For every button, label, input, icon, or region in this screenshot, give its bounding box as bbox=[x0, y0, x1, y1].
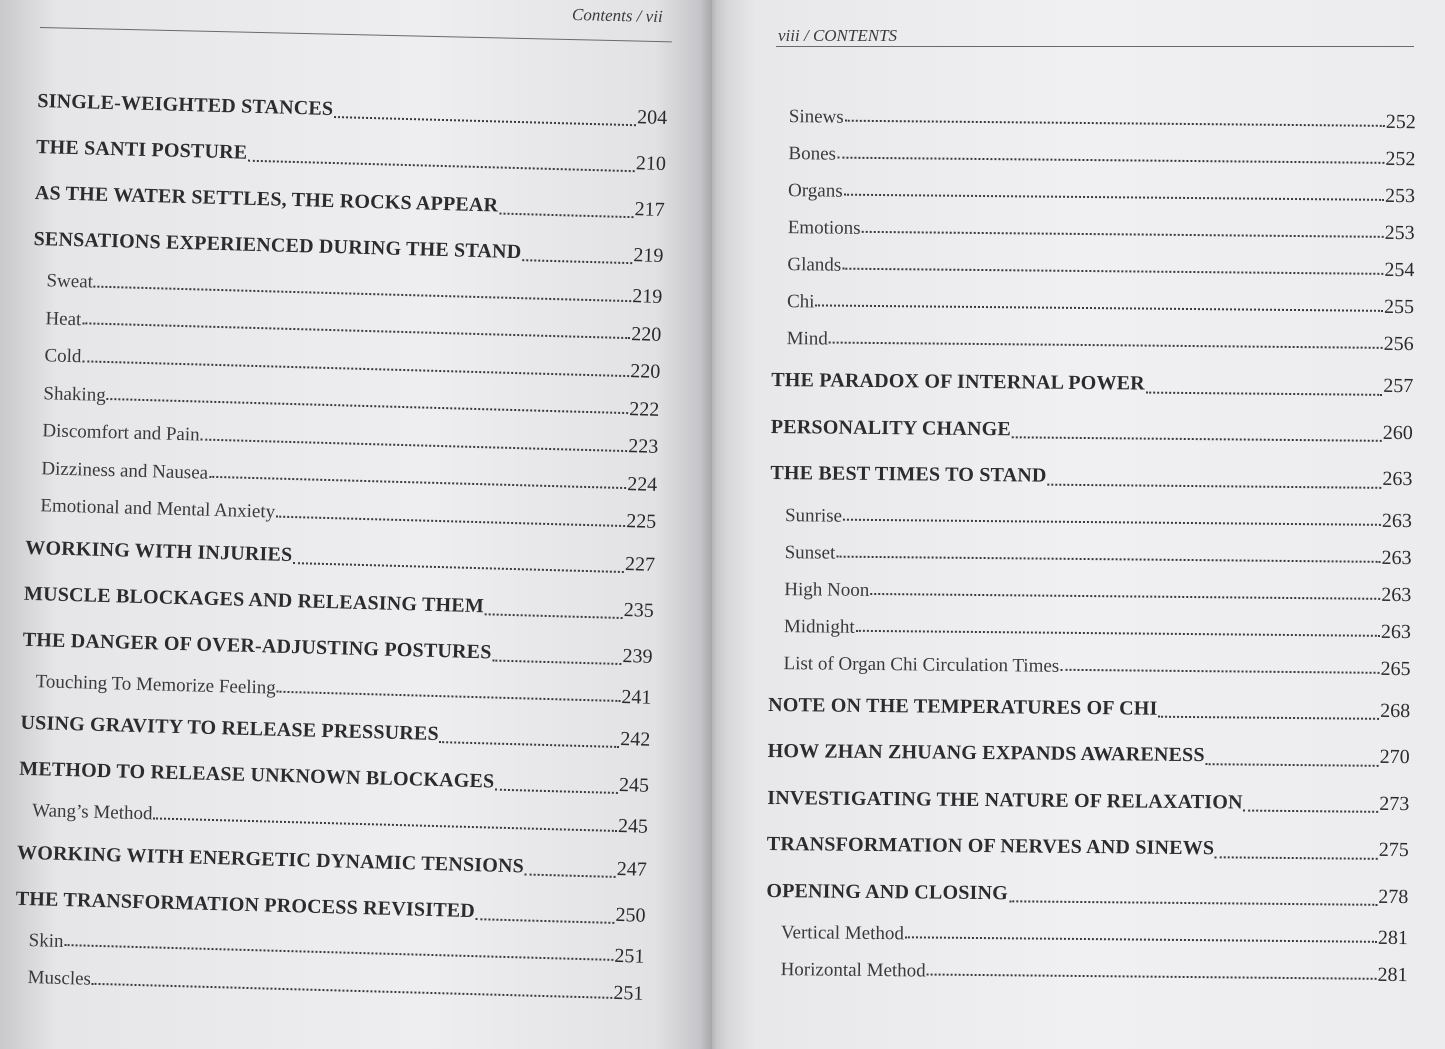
toc-entry-title: Mind bbox=[786, 328, 828, 350]
dot-leader bbox=[82, 321, 630, 339]
toc-entry-title: High Noon bbox=[784, 578, 870, 601]
toc-page-number: 253 bbox=[1384, 184, 1416, 208]
toc-entry-title: Chi bbox=[786, 291, 815, 313]
dot-leader bbox=[1146, 390, 1382, 395]
toc-page-number: 263 bbox=[1381, 546, 1412, 569]
toc-entry-title: WORKING WITH ENERGETIC DYNAMIC TENSIONS bbox=[16, 841, 525, 877]
toc-subsection-entry bbox=[769, 607, 1411, 650]
toc-section-entry bbox=[771, 357, 1413, 410]
dot-leader bbox=[842, 267, 1383, 275]
toc-entry-title: Bones bbox=[788, 143, 837, 165]
toc-section-entry bbox=[767, 774, 1409, 827]
dot-leader bbox=[845, 119, 1385, 127]
dot-leader bbox=[492, 658, 621, 664]
dot-leader bbox=[495, 788, 618, 794]
toc-entry-title: SENSATIONS EXPERIENCED DURING THE STAND bbox=[33, 227, 522, 264]
dot-leader bbox=[836, 554, 1380, 562]
toc-entry-title: Midnight bbox=[783, 615, 855, 638]
toc-entry-title: Skin bbox=[28, 929, 64, 952]
right-toc-list bbox=[765, 98, 1416, 994]
dot-leader bbox=[862, 230, 1384, 238]
toc-subsection-entry bbox=[772, 283, 1414, 326]
toc-entry-title: Discomfort and Pain bbox=[42, 420, 200, 446]
toc-page-number: 263 bbox=[1381, 583, 1412, 606]
dot-leader bbox=[815, 303, 1383, 311]
toc-entry-title: OPENING AND CLOSING bbox=[766, 879, 1009, 904]
toc-subsection-entry bbox=[774, 98, 1416, 141]
toc-page-number: 239 bbox=[622, 644, 653, 668]
toc-page-number: 270 bbox=[1379, 745, 1410, 769]
dot-leader bbox=[209, 475, 626, 489]
toc-entry-title: THE TRANSFORMATION PROCESS REVISITED bbox=[15, 887, 476, 922]
dot-leader bbox=[837, 156, 1385, 164]
toc-page-number: 253 bbox=[1384, 221, 1415, 245]
toc-entry-title: THE BEST TIMES TO STAND bbox=[770, 461, 1047, 487]
toc-section-entry bbox=[768, 728, 1410, 781]
toc-page-number: 275 bbox=[1378, 838, 1409, 862]
right-header-rule bbox=[776, 46, 1414, 47]
toc-subsection-entry bbox=[769, 533, 1411, 576]
toc-entry-title: THE PARADOX OF INTERNAL POWER bbox=[771, 368, 1145, 395]
toc-page-number: 252 bbox=[1385, 110, 1416, 134]
toc-entry-title: Touching To Memorize Feeling bbox=[35, 670, 277, 699]
toc-entry-title: WORKING WITH INJURIES bbox=[25, 536, 293, 566]
right-running-head: viii / CONTENTS bbox=[778, 26, 898, 45]
toc-subsection-entry bbox=[766, 914, 1408, 957]
toc-entry-title: Sunset bbox=[784, 541, 836, 564]
dot-leader bbox=[92, 981, 613, 998]
toc-page-number: 241 bbox=[621, 685, 652, 709]
toc-section-entry bbox=[767, 821, 1409, 874]
toc-entry-title: INVESTIGATING THE NATURE OF RELAXATION bbox=[767, 786, 1243, 814]
dot-leader bbox=[525, 872, 616, 877]
toc-entry-title: Emotional and Mental Anxiety bbox=[40, 495, 276, 523]
toc-entry-title: Organs bbox=[788, 180, 843, 202]
toc-page-number: 220 bbox=[629, 360, 661, 383]
dot-leader bbox=[440, 740, 620, 748]
toc-page-number: 223 bbox=[627, 435, 659, 458]
dot-leader bbox=[1012, 435, 1382, 442]
toc-page-number: 263 bbox=[1380, 620, 1412, 643]
toc-page-number: 217 bbox=[634, 198, 665, 221]
toc-subsection-entry bbox=[770, 496, 1412, 539]
dot-leader bbox=[905, 935, 1377, 943]
dot-leader bbox=[293, 561, 624, 573]
dot-leader bbox=[522, 258, 632, 264]
toc-entry-title: Cold bbox=[44, 345, 82, 368]
toc-subsection-entry bbox=[769, 570, 1411, 613]
toc-entry-title: THE SANTI POSTURE bbox=[35, 135, 248, 164]
toc-entry-title: List of Organ Chi Circulation Times bbox=[783, 652, 1060, 677]
toc-entry-title: TRANSFORMATION OF NERVES AND SINEWS bbox=[766, 832, 1215, 860]
toc-entry-title: Emotions bbox=[787, 217, 861, 239]
dot-leader bbox=[844, 193, 1384, 201]
dot-leader bbox=[64, 943, 613, 961]
toc-page-number: 273 bbox=[1379, 792, 1410, 815]
toc-page-number: 268 bbox=[1380, 699, 1411, 722]
toc-entry-title: Dizziness and Nausea bbox=[41, 457, 209, 484]
toc-entry-title: SINGLE-WEIGHTED STANCES bbox=[37, 89, 334, 120]
toc-page-number: 263 bbox=[1381, 509, 1413, 532]
dot-leader bbox=[927, 973, 1377, 980]
dot-leader bbox=[843, 517, 1381, 525]
toc-page-number: 204 bbox=[636, 106, 668, 130]
toc-page-number: 252 bbox=[1385, 147, 1416, 171]
toc-page-number: 250 bbox=[615, 903, 646, 927]
toc-subsection-entry bbox=[768, 644, 1410, 687]
toc-entry-title: MUSCLE BLOCKAGES AND RELEASING THEM bbox=[23, 582, 485, 617]
toc-subsection-entry bbox=[772, 246, 1414, 289]
toc-page-number: 281 bbox=[1377, 963, 1408, 987]
left-toc-list bbox=[13, 78, 668, 1013]
dot-leader bbox=[1206, 762, 1379, 767]
toc-entry-title: Muscles bbox=[27, 967, 92, 990]
dot-leader bbox=[1047, 482, 1381, 488]
toc-entry-title: Sinews bbox=[788, 106, 844, 128]
toc-page-number: 265 bbox=[1380, 657, 1411, 680]
toc-entry-title: Wang’s Method bbox=[31, 800, 153, 825]
toc-page-number: 263 bbox=[1382, 467, 1413, 491]
toc-section-entry bbox=[770, 450, 1412, 503]
toc-entry-title: Glands bbox=[787, 254, 842, 276]
toc-page-number: 255 bbox=[1383, 295, 1415, 319]
toc-entry-title: Sunrise bbox=[784, 504, 843, 527]
toc-entry-title: THE DANGER OF OVER-ADJUSTING POSTURES bbox=[22, 628, 492, 663]
dot-leader bbox=[94, 284, 631, 302]
toc-subsection-entry bbox=[773, 172, 1415, 215]
dot-leader bbox=[276, 514, 625, 526]
dot-leader bbox=[476, 917, 615, 924]
dot-leader bbox=[1009, 899, 1377, 906]
dot-leader bbox=[82, 359, 629, 377]
toc-page-number: 247 bbox=[616, 857, 648, 881]
toc-page-number: 219 bbox=[633, 244, 664, 267]
toc-entry-title: Vertical Method bbox=[780, 922, 905, 945]
toc-page-number: 225 bbox=[625, 510, 657, 533]
toc-page-number: 227 bbox=[624, 552, 656, 576]
toc-page-number: 251 bbox=[614, 944, 645, 968]
toc-page-number: 245 bbox=[618, 773, 650, 797]
dot-leader bbox=[334, 115, 636, 126]
toc-section-entry bbox=[766, 867, 1408, 920]
dot-leader bbox=[201, 437, 628, 452]
toc-page-number: 257 bbox=[1383, 374, 1414, 398]
toc-entry-title: Sweat bbox=[46, 270, 94, 293]
toc-page-number: 242 bbox=[620, 727, 651, 751]
toc-page-number: 278 bbox=[1378, 885, 1409, 908]
toc-page-number: 210 bbox=[635, 152, 667, 176]
dot-leader bbox=[499, 212, 634, 219]
toc-page-number: 254 bbox=[1384, 258, 1415, 282]
dot-leader bbox=[485, 612, 623, 619]
dot-leader bbox=[829, 341, 1383, 349]
toc-section-entry bbox=[768, 681, 1410, 734]
toc-entry-title: USING GRAVITY TO RELEASE PRESSURES bbox=[20, 711, 440, 746]
toc-entry-title: Heat bbox=[45, 307, 82, 330]
dot-leader bbox=[1158, 715, 1379, 720]
dot-leader bbox=[277, 690, 621, 702]
dot-leader bbox=[248, 159, 635, 172]
dot-leader bbox=[856, 628, 1380, 636]
dot-leader bbox=[1060, 667, 1379, 673]
toc-entry-title: METHOD TO RELEASE UNKNOWN BLOCKAGES bbox=[19, 757, 495, 793]
toc-page-number: 245 bbox=[617, 814, 649, 838]
dot-leader bbox=[107, 397, 629, 414]
toc-page-number: 281 bbox=[1377, 926, 1409, 950]
toc-entry-title: PERSONALITY CHANGE bbox=[770, 415, 1012, 440]
toc-page-number: 224 bbox=[626, 472, 658, 496]
toc-entry-title: HOW ZHAN ZHUANG EXPANDS AWARENESS bbox=[767, 739, 1205, 767]
toc-section-entry bbox=[771, 403, 1413, 456]
toc-subsection-entry bbox=[773, 135, 1415, 178]
toc-entry-title: NOTE ON THE TEMPERATURES OF CHI bbox=[768, 693, 1158, 720]
toc-subsection-entry bbox=[765, 951, 1407, 994]
toc-page-number: 219 bbox=[632, 285, 663, 308]
dot-leader bbox=[153, 816, 617, 832]
dot-leader bbox=[870, 591, 1380, 599]
toc-page-number: 256 bbox=[1383, 332, 1414, 356]
left-running-head: Contents / vii bbox=[571, 4, 663, 27]
toc-subsection-entry bbox=[772, 320, 1414, 363]
dot-leader bbox=[1244, 809, 1379, 813]
toc-entry-title: AS THE WATER SETTLES, THE ROCKS APPEAR bbox=[34, 181, 499, 217]
toc-subsection-entry bbox=[773, 209, 1415, 252]
toc-entry-title: Horizontal Method bbox=[780, 959, 926, 982]
dot-leader bbox=[1215, 855, 1378, 860]
toc-page-number: 222 bbox=[628, 397, 660, 421]
toc-entry-title: Shaking bbox=[43, 382, 107, 406]
toc-page-number: 260 bbox=[1382, 421, 1413, 444]
toc-page-number: 251 bbox=[613, 981, 644, 1005]
toc-page-number: 235 bbox=[623, 598, 655, 622]
toc-page-number: 220 bbox=[631, 322, 662, 346]
